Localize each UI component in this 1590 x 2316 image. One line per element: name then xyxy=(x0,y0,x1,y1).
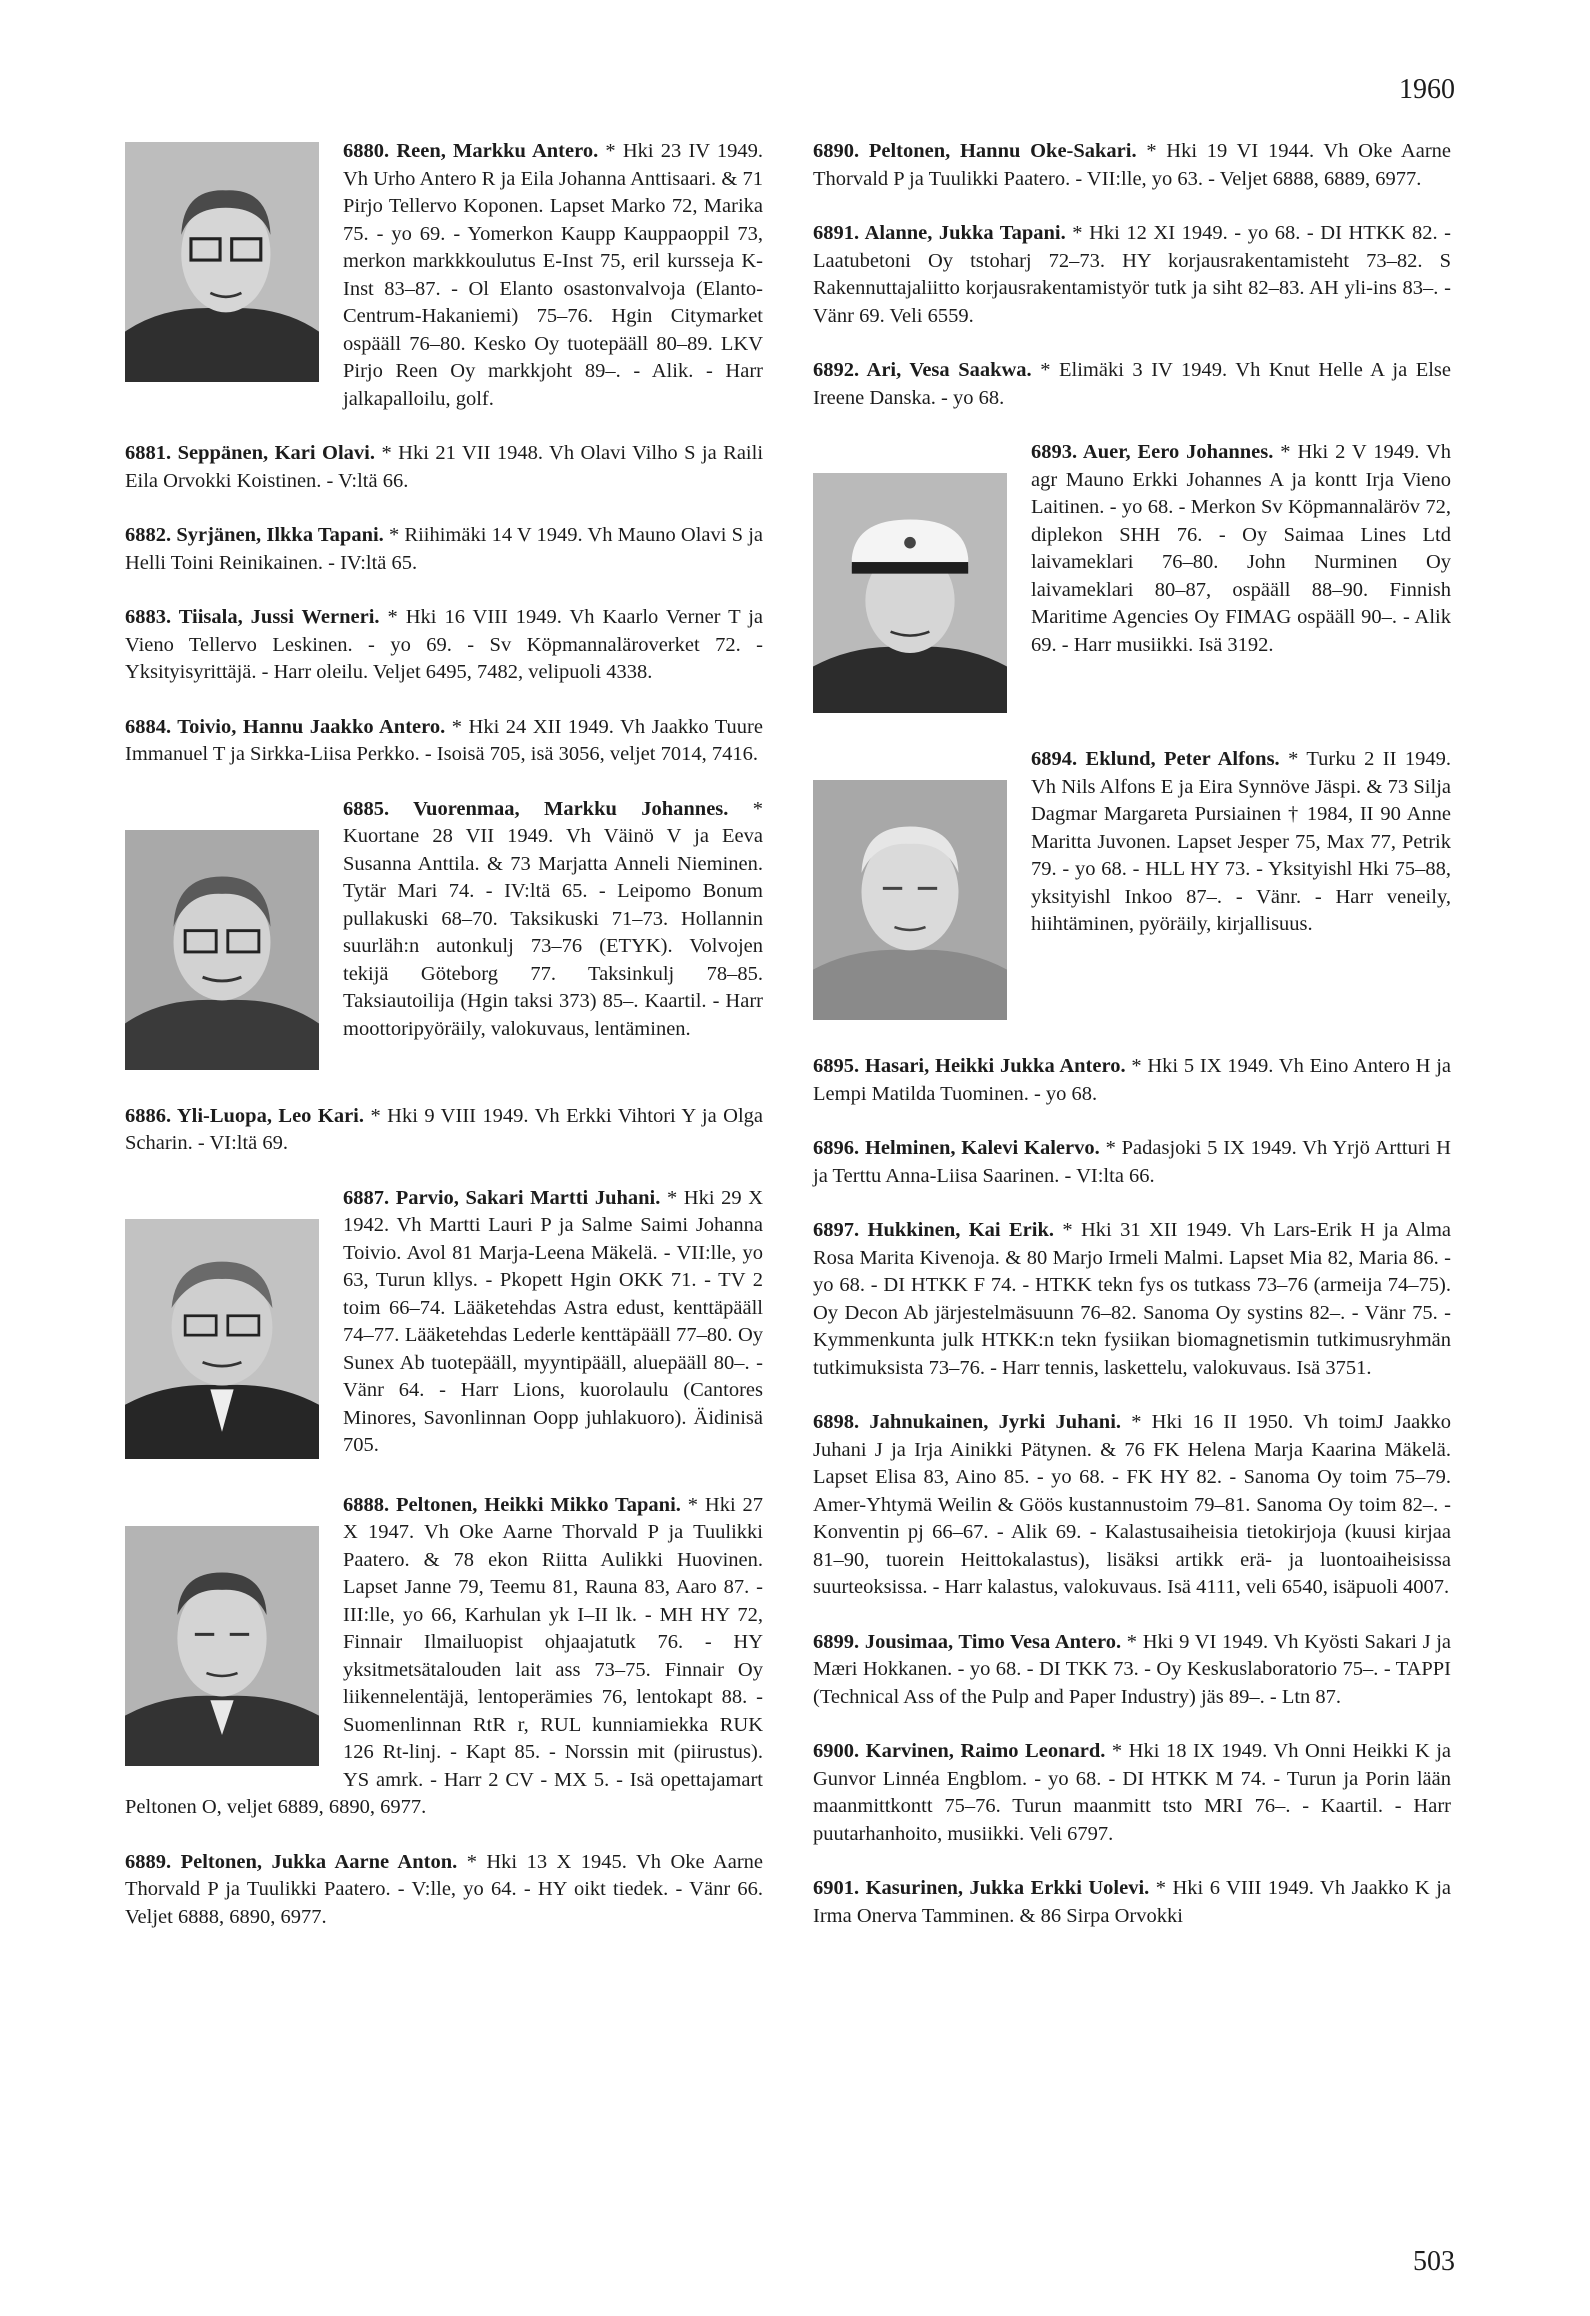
biography-entry xyxy=(125,440,763,495)
biography-entry xyxy=(813,138,1451,193)
entry-text: * Hki 16 II 1950. Vh toimJ Jaakko Juhani J ja Irja Ainikki Pätynen. & 76 FK Helena Marja Kaarina Mäkelä. Lapset Elisa 83, Aino 85. - yo 68. - FK HY 82. - Sanoma Oy toim 75–79. Amer-Yhtymä Weilin & Göös kustannustoim 79–81. Sanoma Oy toim 82–. - Konventin pj 66–67. - Alik 69. - Kalastusaiheisia tietokirjoja (kuusi kirjaa 81–90, tuorein Heittokalastus), lisäksi artikk erä- ja luontoaiheisissa suurteoksissa. - Harr kalastus, valokuvaus. Isä 4111, veli 6540, isäpuoli 4007. xyxy=(813,1411,1452,1598)
entry-text: * Hki 23 IV 1949. Vh Urho Antero R ja Eila Johanna Anttisaari. & 71 Pirjo Tellervo Koponen. Lapset Marko 72, Marika 75. - yo 69. - Yomerkon Kaupp Kauppaoppil 73, merkon markkkoulutus E-Inst 75, eril kursseja K-Inst 83–87. - Ol Elanto osastonvalvoja (Elanto-Centrum-Hakaniemi) 75–76. Hgin Citymarket ospääll 76–80. Kesko Oy tuotepääll 80–89. LKV Pirjo Reen Oy markkjoht 89–. - Alik. - Harr jalkapalloilu, golf. xyxy=(343,140,764,410)
entry-text: * Hki 12 XI 1949. - yo 68. - DI HTKK 82. - Laatubetoni Oy tstoharj 72–73. HY korjausrakentamisteht 73–82. S Rakennuttajaliitto korjausrakentamistyör tutk ja siht 82–83. AH yli-ins 83–. - Vänr 69. Veli 6559. xyxy=(813,222,1451,327)
biography-entry xyxy=(125,1103,763,1158)
entry-heading: 6888. Peltonen, Heikki Mikko Tapani. xyxy=(343,1493,681,1516)
biography-entry xyxy=(813,1875,1451,1930)
entry-heading: 6893. Auer, Eero Johannes. xyxy=(1031,441,1274,463)
entry-text: * Padasjoki 5 IX 1949. Vh Yrjö Artturi H ja Terttu Anna-Liisa Saarinen. - VI:lta 66. xyxy=(813,1137,1451,1187)
entry-text: * Hki 9 VI 1949. Vh Kyösti Sakari J ja Mæri Hokkanen. - yo 68. - DI TKK 73. - Oy Keskuslaboratorio 75–. - TAPPI (Technical Ass of the Pulp and Paper Industry) jäs 89–. - Ltn 87. xyxy=(813,1630,1452,1708)
entry-text: * Turku 2 II 1949. Vh Nils Alfons E ja Eira Synnöve Jäspi. & 73 Silja Dagmar Margareta Pursiainen † 1984, II 90 Anne Maritta Juvonen. Lapset Jesper 75, Max 77, Petrik 79. - yo 68. - HLL HY 73. - Yksityishl Hki 75–88, yksityishl Inkoo 87–. - Vänr. - Harr veneily, hiihtäminen, pyöräily, kirjallisuus. xyxy=(1031,748,1451,935)
biography-entry xyxy=(813,1053,1451,1108)
entry-text: * Hki 24 XII 1949. Vh Jaakko Tuure Immanuel T ja Sirkka-Liisa Perkko. - Isoisä 705, isä 3056, veljet 7014, 7416. xyxy=(125,715,763,765)
entry-heading: 6891. Alanne, Jukka Tapani. xyxy=(813,222,1066,244)
portrait-photo xyxy=(125,142,319,382)
entry-text: * Riihimäki 14 V 1949. Vh Mauno Olavi S ja Helli Toini Reinikainen. - IV:ltä 65. xyxy=(125,524,764,574)
biography-entry xyxy=(125,714,763,769)
biography-entry xyxy=(813,357,1451,412)
biography-entry xyxy=(813,220,1451,330)
entry-text: * Hki 31 XII 1949. Vh Lars-Erik H ja Alma Rosa Marita Kivenoja. & 80 Marjo Irmeli Malmi. Lapset Mia 82, Maria 86. - yo 68. - DI HTKK F 74. - HTKK tekn fys os tutkass 73–76 (armeija 74–75). Oy Decon Ab järjestelmäsuunn 76–82. Sanoma Oy systins 82–. - Vänr 75. - Kymmenkunta julk HTKK:n tekn fysiikan biomagnetismin tutkimusryhmän tutkimuksista 73–76. - Harr tennis, laskettelu, valokuvaus. Isä 3751. xyxy=(813,1219,1452,1379)
portrait-photo xyxy=(125,1219,319,1459)
biography-entry xyxy=(813,439,1451,719)
page-footer-number: 503 xyxy=(1413,2246,1455,2277)
entry-heading: 6897. Hukkinen, Kai Erik. xyxy=(813,1219,1054,1241)
entry-heading: 6899. Jousimaa, Timo Vesa Antero. xyxy=(813,1630,1122,1653)
entry-text: * Hki 21 VII 1948. Vh Olavi Vilho S ja Raili Eila Orvokki Koistinen. - V:ltä 66. xyxy=(125,442,764,492)
biography-entry xyxy=(813,1409,1451,1602)
entry-text: * Elimäki 3 IV 1949. Vh Knut Helle A ja Else Ireene Danska. - yo 68. xyxy=(813,359,1452,409)
entry-heading: 6898. Jahnukainen, Jyrki Juhani. xyxy=(813,1411,1122,1433)
entry-text: * Hki 13 X 1945. Vh Oke Aarne Thorvald P ja Tuulikki Paatero. - V:lle, yo 64. - HY oikt tiedek. - Vänr 66. Veljet 6888, 6890, 6977. xyxy=(125,1850,764,1928)
biography-entry xyxy=(125,1185,763,1465)
entry-text: * Hki 6 VIII 1949. Vh Jaakko K ja Irma Onerva Tamminen. & 86 Sirpa Orvokki xyxy=(813,1877,1452,1927)
biography-entry xyxy=(813,1217,1451,1382)
portrait-photo xyxy=(813,473,1007,713)
entry-text: * Hki 9 VIII 1949. Vh Erkki Vihtori Y ja Olga Scharin. - VI:ltä 69. xyxy=(125,1104,764,1154)
entry-heading: 6900. Karvinen, Raimo Leonard. xyxy=(813,1740,1106,1762)
entry-text: * Hki 29 X 1942. Vh Martti Lauri P ja Salme Saimi Johanna Toivio. Avol 81 Marja-Leena Mäkelä. - VII:lle, yo 63, Turun kllys. - Pkopett Hgin OKK 71. - TV 2 toim 66–74. Lääketehdas Astra edust, kenttäpääll 74–77. Lääketehdas Lederle kenttäpääll 77–80. Oy Sunex Ab tuotepääll, myyntipääll, aluepääll 80–. - Vänr 64. - Harr Lions, kuorolaulu (Cantores Minores, Savonlinnan Oopp juhlakuoro). Äidinisä 705. xyxy=(343,1186,764,1456)
biography-entry xyxy=(125,1492,763,1822)
entry-heading: 6886. Yli-Luopa, Leo Kari. xyxy=(125,1104,364,1127)
entry-text: * Hki 19 VI 1944. Vh Oke Aarne Thorvald P ja Tuulikki Paatero. - VII:lle, yo 63. - Veljet 6888, 6889, 6977. xyxy=(813,140,1452,190)
portrait-photo xyxy=(125,830,319,1070)
entry-text: * Hki 18 IX 1949. Vh Onni Heikki K ja Gunvor Linnéa Engblom. - yo 68. - DI HTKK M 74. - Turun ja Porin lään maanmittkontt 75–76. Turun maanmitt tsto MRI 76–. - Kaartil. - Harr puutarhanhoito, musiikki. Veli 6797. xyxy=(813,1740,1451,1845)
entry-heading: 6894. Eklund, Peter Alfons. xyxy=(1031,748,1280,770)
entry-heading: 6882. Syrjänen, Ilkka Tapani. xyxy=(125,524,384,546)
portrait-photo xyxy=(125,1526,319,1766)
entry-text: * Hki 5 IX 1949. Vh Eino Antero H ja Lempi Matilda Tuominen. - yo 68. xyxy=(813,1055,1452,1105)
entry-heading: 6892. Ari, Vesa Saakwa. xyxy=(813,359,1032,381)
biography-entry xyxy=(125,1849,763,1932)
biography-entry xyxy=(813,746,1451,1026)
biography-entry xyxy=(125,604,763,687)
biography-entry xyxy=(813,1629,1451,1712)
entry-text: * Hki 27 X 1947. Vh Oke Aarne Thorvald P ja Tuulikki Paatero. & 78 ekon Riitta Aulikki Huovinen. Lapset Janne 79, Teemu 81, Rauna 83, Aaro 87. - III:lle, yo 66, Karhulan yk I–II lk. - MH HY 72, Finnair Ilmailuopist ohjaajatutk 76. - HY yksitmetsätalouden lait ass 73–75. Finnair Oy liikennelentäjä, lentoperämies 76, lentokapt 88. - Suomenlinnan RtR r, RUL kunniamiekka RUK 126 Rt-linj. - Kapt 85. - Norssin mit (piirustus). YS amrk. - Harr 2 CV - MX 5. - Isä opettajamart Peltonen O, veljet 6889, 6890, 6977. xyxy=(125,1493,764,1818)
entry-heading: 6881. Seppänen, Kari Olavi. xyxy=(125,442,376,464)
entry-heading: 6896. Helminen, Kalevi Kalervo. xyxy=(813,1137,1100,1159)
entry-text: * Kuortane 28 VII 1949. Vh Väinö V ja Eeva Susanna Anttila. & 73 Marjatta Anneli Nieminen. Tytär Mari 74. - IV:ltä 65. - Leipomo Bonum pullakuski 68–70. Taksikuski 71–73. Hollannin suurläh:n autonkulj 73–76 (ETYK). Volvojen tekijä Göteborg 77. Taksinkulj 78–85. Taksiautoilija (Hgin taksi 373) 85–. Kaartil. - Harr moottoripyöräily, valokuvaus, lentäminen. xyxy=(343,797,764,1040)
entry-heading: 6895. Hasari, Heikki Jukka Antero. xyxy=(813,1055,1126,1077)
entry-heading: 6901. Kasurinen, Jukka Erkki Uolevi. xyxy=(813,1877,1150,1899)
biography-entry xyxy=(125,796,763,1076)
entry-heading: 6889. Peltonen, Jukka Aarne Anton. xyxy=(125,1850,458,1873)
entry-heading: 6890. Peltonen, Hannu Oke-Sakari. xyxy=(813,140,1137,162)
entry-heading: 6885. Vuorenmaa, Markku Johannes. xyxy=(343,797,729,820)
entry-text: * Hki 16 VIII 1949. Vh Kaarlo Verner T ja Vieno Tellervo Leskinen. - yo 69. - Sv Köpmannaläroverket 72. - Yksityisyrittäjä. - Harr oleilu. Veljet 6495, 7482, velipuoli 4338. xyxy=(125,606,763,683)
left-column xyxy=(125,138,763,1958)
entry-text: * Hki 2 V 1949. Vh agr Mauno Erkki Johannes A ja kontt Irja Vieno Laitinen. - yo 68. - Merkon Sv Köpmannaläröv 72, diplekon SHH 76. - Oy Saimaa Lines Ltd laivameklari 76–80. John Nurminen Oy laivameklari 80–87, ospääll 88–90. Finnish Maritime Agencies Oy FIMAG ospääll 90–. - Alik 69. - Harr musiikki. Isä 3192. xyxy=(1031,441,1452,656)
entry-heading: 6880. Reen, Markku Antero. xyxy=(343,140,599,162)
entry-heading: 6887. Parvio, Sakari Martti Juhani. xyxy=(343,1186,661,1209)
right-column xyxy=(813,138,1451,1957)
biography-entry xyxy=(813,1738,1451,1848)
biography-entry xyxy=(125,522,763,577)
entry-heading: 6884. Toivio, Hannu Jaakko Antero. xyxy=(125,715,446,738)
entry-heading: 6883. Tiisala, Jussi Werneri. xyxy=(125,606,380,628)
biography-entry xyxy=(813,1135,1451,1190)
biography-entry xyxy=(125,138,763,413)
page-header-number: 1960 xyxy=(1399,74,1455,105)
portrait-photo xyxy=(813,780,1007,1020)
